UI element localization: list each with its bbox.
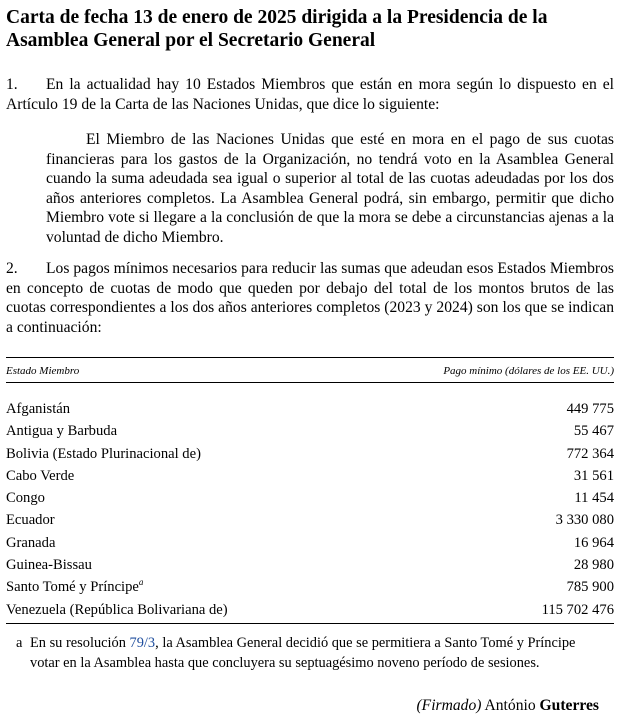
member-state-text: Afganistán [6, 401, 71, 417]
table-row [6, 465, 614, 487]
minimum-payment-amount: 11 454 [574, 490, 614, 507]
paragraph-1-text: En la actualidad hay 10 Estados Miembros que están en mora según lo dispuesto en el Artículo 19 de la Carta de las Naciones Unidas, que dice lo siguiente: [6, 76, 614, 113]
member-state-name [6, 576, 143, 598]
signature-prefix: (Firmado) [416, 697, 482, 714]
table-row [6, 599, 614, 621]
member-state-text: Cabo Verde [6, 467, 75, 484]
table-header [6, 358, 614, 383]
minimum-payment-amount: 115 702 476 [541, 601, 614, 618]
minimum-payment-amount: 3 330 080 [555, 512, 614, 529]
footnote [16, 634, 596, 673]
paragraph-1 [6, 75, 614, 114]
minimum-payment-amount: 449 775 [566, 401, 614, 417]
letter-title: Carta de fecha 13 de enero de 2025 dirigida a la Presidencia de la Asamblea General por el Secretario General [6, 7, 548, 51]
member-state-text: Antigua y Barbuda [6, 423, 118, 440]
paragraph-2-number: 2. [6, 260, 18, 277]
member-state-name [6, 487, 45, 509]
footnote-text-before: En su resolución [30, 635, 130, 651]
charter-quote: El Miembro de las Naciones Unidas que esté en mora en el pago de sus cuotas financieras para los gastos de la Organización, no tendrá voto en la Asamblea General cuando la suma adeudada sea igual o superior al total de las cuotas adeudadas por los dos años anteriores completos. La Asamblea General podrá, sin embargo, permitir que dicho Miembro vote si llegare a la conclusión de que la mora se debe a circunstancias ajenas a la voluntad de dicho Miembro. [46, 131, 614, 246]
paragraph-1-number: 1. [6, 76, 18, 93]
member-state-name [6, 599, 228, 621]
minimum-payment-amount: 785 900 [566, 579, 614, 596]
member-state-text: Ecuador [6, 512, 55, 529]
member-state-name [6, 554, 92, 576]
member-state-name [6, 398, 70, 420]
paragraph-2 [6, 259, 614, 337]
document-page [6, 6, 614, 714]
member-state-text: Bolivia (Estado Plurinacional de) [6, 445, 201, 462]
table-row [6, 420, 614, 442]
minimum-payment-amount: 28 980 [573, 557, 614, 574]
member-state-text: Congo [6, 490, 45, 507]
footnote-text-after: , la Asamblea General decidió que se permitiera a Santo Tomé y Príncipe votar en la Asamblea hasta que concluyera su septuagésimo noveno período de sesiones. [30, 635, 576, 671]
minimum-payment-amount: 16 964 [573, 534, 614, 551]
signature-first-name: António [484, 697, 536, 714]
footnote-reference: a [138, 577, 144, 588]
member-state-name [6, 509, 55, 531]
member-state-text: Santo Tomé y Príncipe [6, 579, 139, 596]
signature [416, 696, 599, 716]
table-row [6, 398, 614, 420]
table-body [6, 383, 614, 621]
paragraph-2-text: Los pagos mínimos necesarios para reducir las sumas que adeudan esos Estados Miembros en concepto de cuotas de modo que queden por debajo del total de los montos brutos de las cuotas correspondientes a los dos años anteriores completos (2023 y 2024) son los que se indican a continuación: [6, 260, 614, 336]
member-state-text: Granada [6, 534, 56, 551]
minimum-payment-amount: 772 364 [566, 445, 614, 462]
minimum-payment-amount: 31 561 [573, 467, 614, 484]
table-row [6, 487, 614, 509]
table-row [6, 443, 614, 465]
table-row [6, 532, 614, 554]
signature-last-name: Guterres [539, 697, 599, 714]
member-state-text: Guinea-Bissau [6, 557, 92, 574]
member-state-name [6, 443, 201, 465]
column-header-state: Estado Miembro [6, 365, 80, 377]
table-row [6, 509, 614, 531]
column-header-amount: Pago mínimo (dólares de los EE. UU.) [443, 365, 614, 377]
member-state-name [6, 465, 74, 487]
table-bottom-rule [6, 623, 614, 624]
member-state-text: Venezuela (República Bolivariana de) [6, 601, 228, 618]
minimum-payment-amount: 55 467 [573, 423, 614, 440]
member-state-name [6, 420, 117, 442]
payments-table [6, 357, 614, 624]
member-state-name [6, 532, 55, 554]
footnote-text [30, 634, 596, 673]
table-row [6, 576, 614, 598]
resolution-link[interactable]: 79/3 [129, 635, 156, 651]
footnote-mark: a [16, 635, 23, 651]
table-row [6, 554, 614, 576]
